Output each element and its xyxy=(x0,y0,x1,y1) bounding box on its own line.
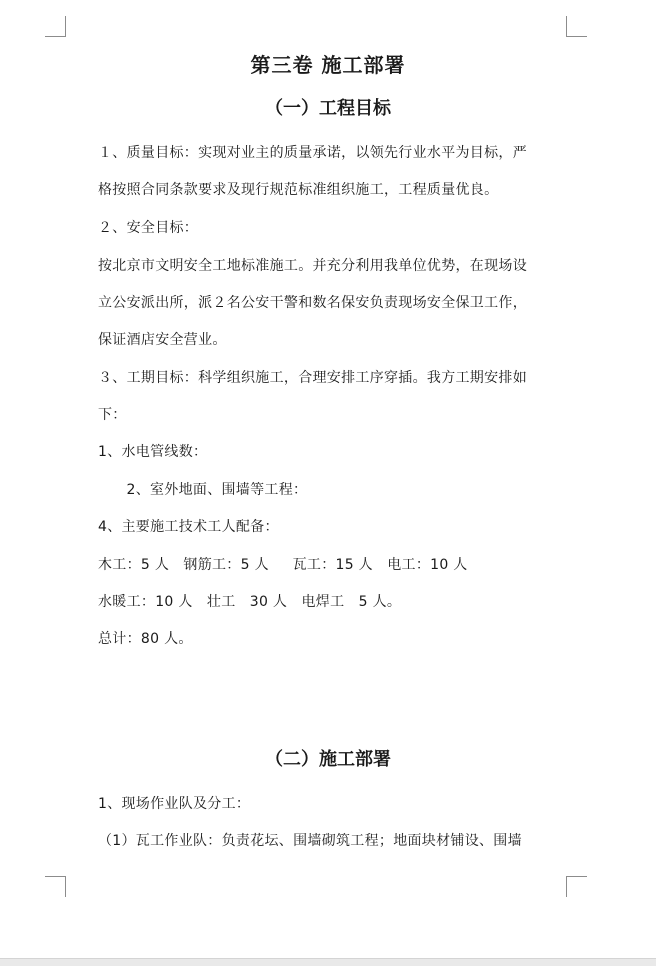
paragraph-line: 下： xyxy=(98,407,127,423)
section-heading-goals: （一）工程目标 xyxy=(265,98,391,119)
paragraph-line: 保证酒店安全营业。 xyxy=(98,332,227,348)
workers-total: 总计：80 人。 xyxy=(98,631,193,647)
paragraph-line: ２、安全目标： xyxy=(98,220,199,236)
paragraph-line: 4、主要施工技术工人配备： xyxy=(98,519,279,535)
document-title: 第三卷 施工部署 xyxy=(250,53,406,77)
corner-mark-bottom-left xyxy=(45,876,66,897)
paragraph-line: ３、工期目标：科学组织施工，合理安排工序穿插。我方工期安排如 xyxy=(98,370,527,386)
section-heading-deployment: （二）施工部署 xyxy=(265,749,391,770)
paragraph-line: 2、室外地面、围墙等工程： xyxy=(98,482,308,498)
paragraph-line: １、质量目标：实现对业主的质量承诺，以领先行业水平为目标，严 xyxy=(98,145,527,161)
corner-mark-top-right xyxy=(566,16,587,37)
corner-mark-top-left xyxy=(45,16,66,37)
corner-mark-bottom-right xyxy=(566,876,587,897)
workers-line-1: 木工：5 人 钢筋工：5 人 瓦工：15 人 电工：10 人 xyxy=(98,557,468,573)
paragraph-line: 1、水电管线数： xyxy=(98,444,208,460)
paragraph-line: 格按照合同条款要求及现行规范标准组织施工，工程质量优良。 xyxy=(98,182,499,198)
paragraph-line: （1）瓦工作业队：负责花坛、围墙砌筑工程；地面块材铺设、围墙 xyxy=(98,833,522,849)
paragraph-line: 1、现场作业队及分工： xyxy=(98,796,251,812)
paragraph-line: 立公安派出所，派２名公安干警和数名保安负责现场安全保卫工作， xyxy=(98,295,527,311)
workers-line-2: 水暖工：10 人 壮工 30 人 电焊工 5 人。 xyxy=(98,594,402,610)
paragraph-line: 按北京市文明安全工地标准施工。并充分利用我单位优势，在现场设 xyxy=(98,258,527,274)
